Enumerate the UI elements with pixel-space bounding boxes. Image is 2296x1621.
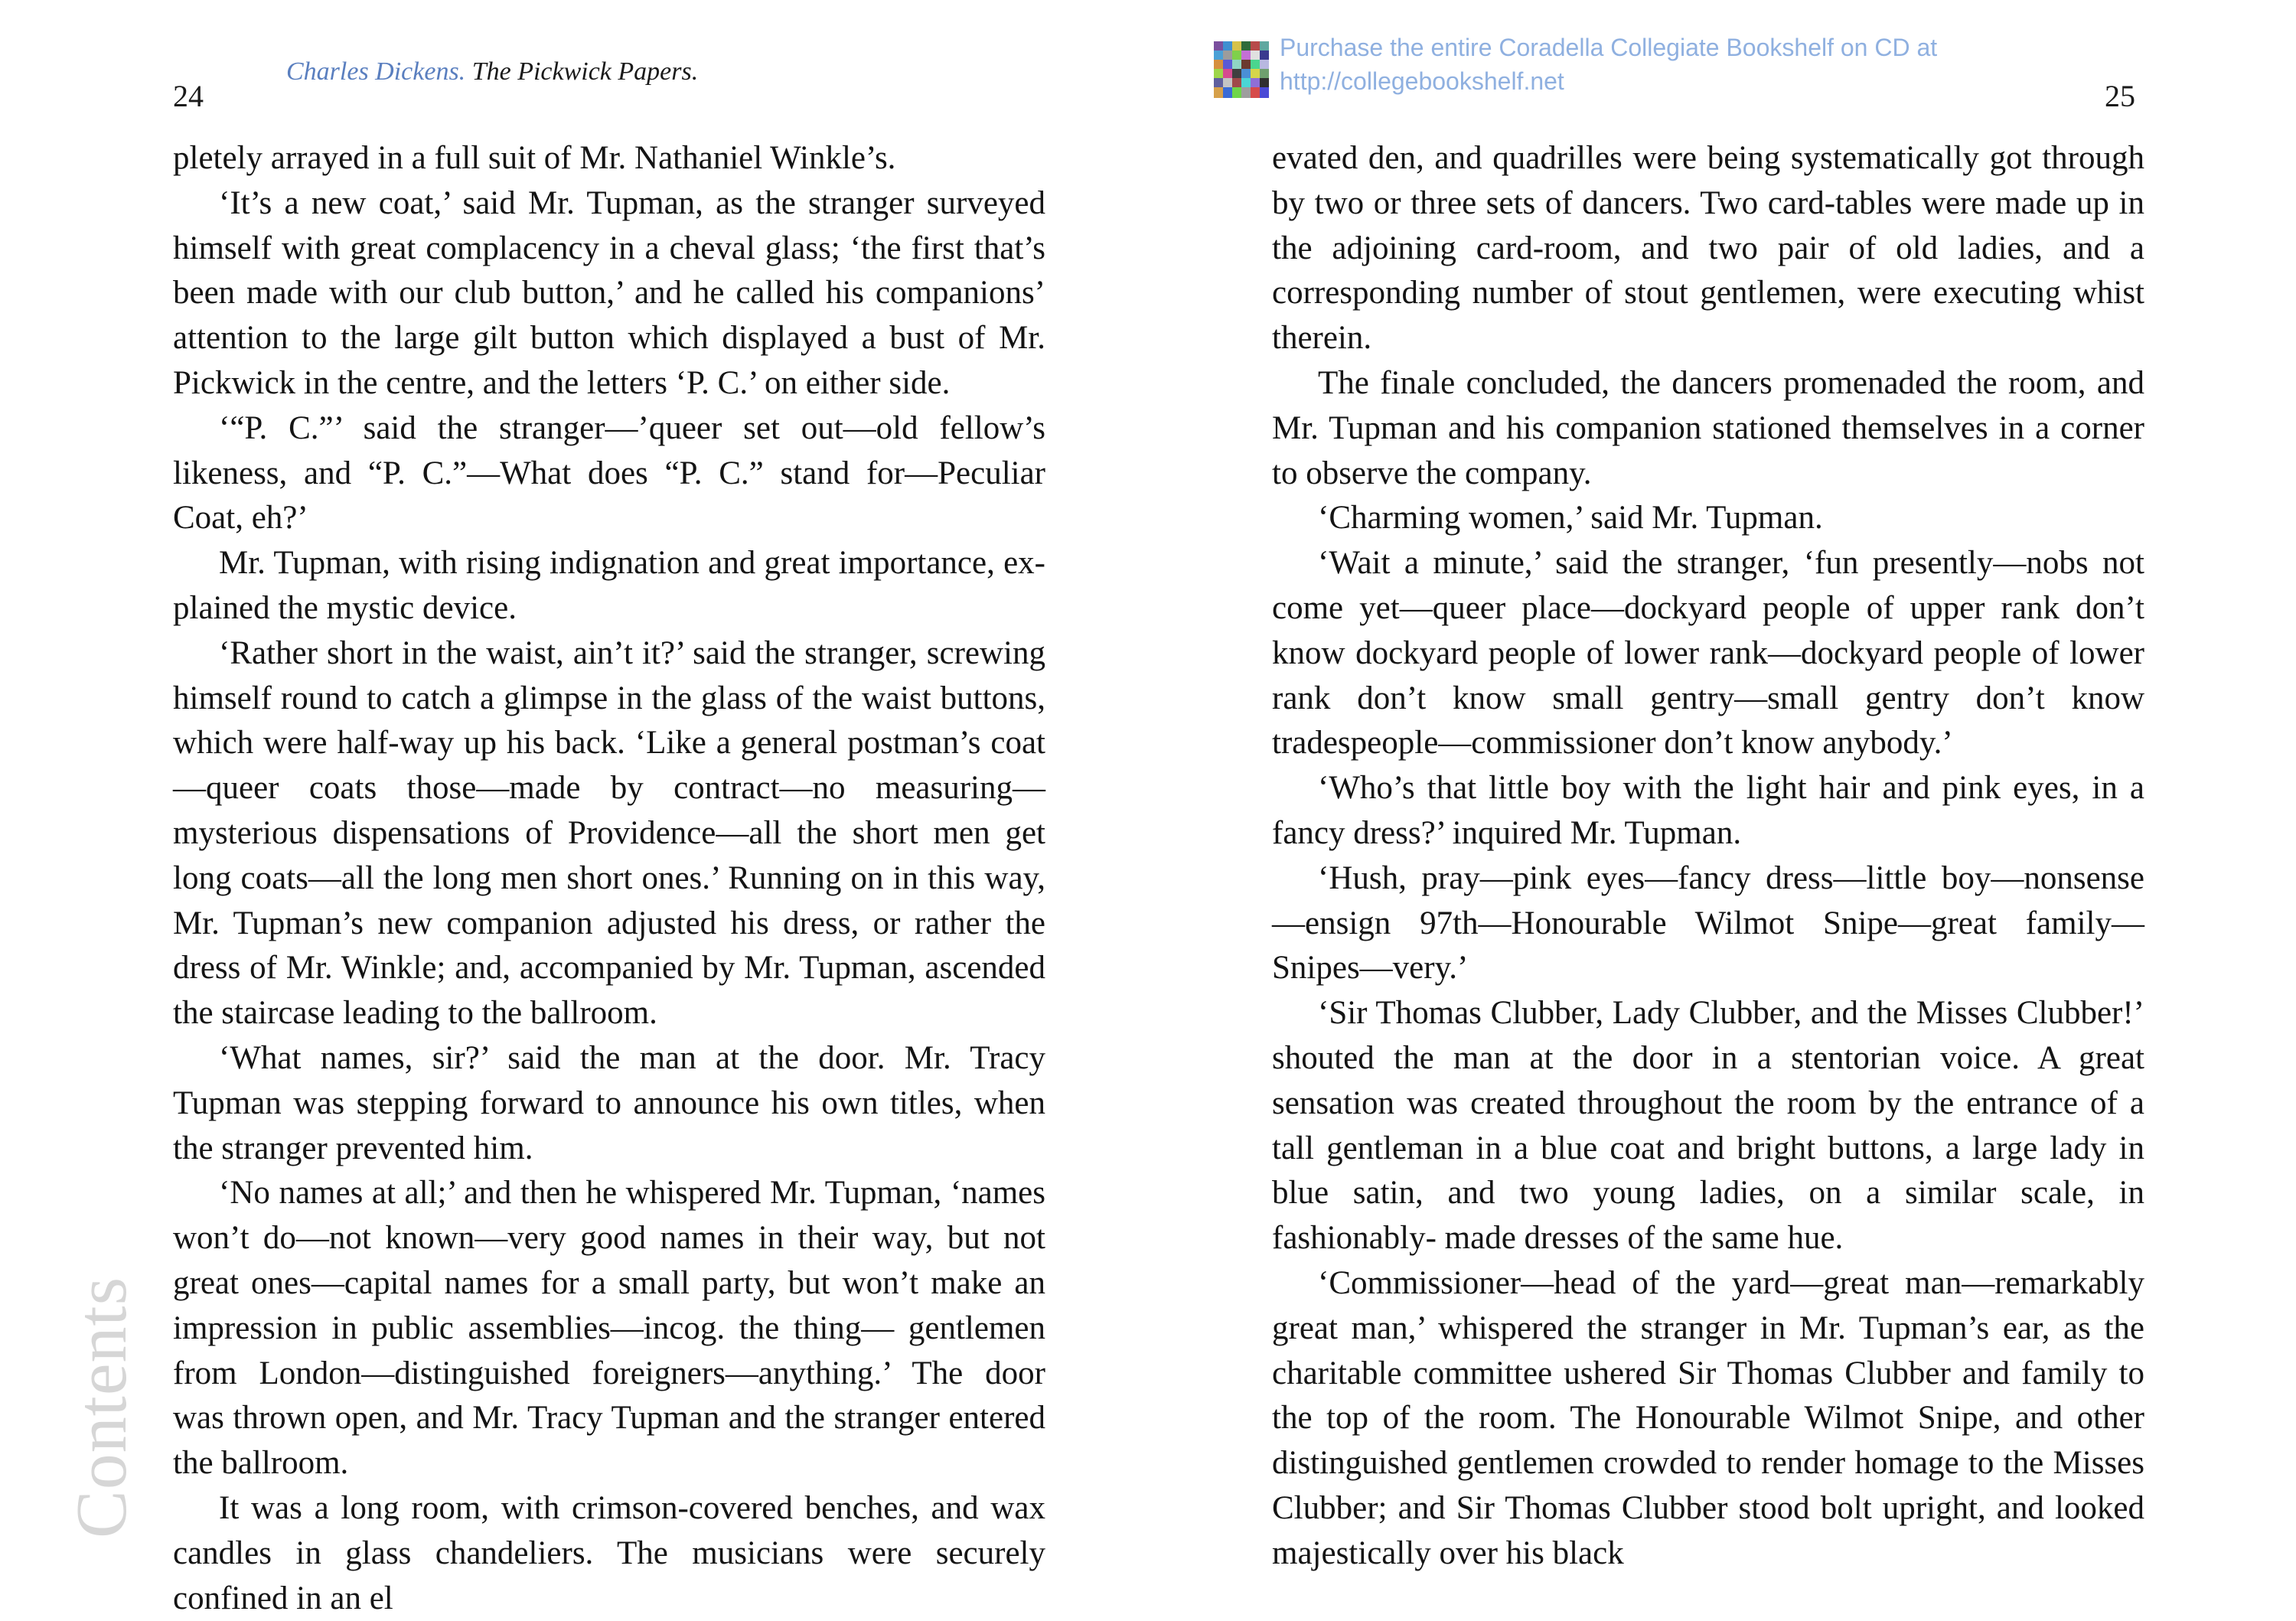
running-head — [286, 57, 698, 86]
promo-line-2: http://collegebookshelf.net — [1280, 67, 1564, 95]
paragraph: ‘“P. C.”’ said the stranger—’queer set out—old fellow’s likeness, and “P. C.”—What does “P. C.” stand for—Peculiar Coat, eh?’ — [173, 409, 1045, 537]
paragraph: ‘Hush, pray—pink eyes—fancy dress—little boy—nonsense—ensign 97th—Honourable Wilmot Snipe—great family—Snipes—very.’ — [1272, 859, 2144, 987]
paragraph: ‘Who’s that little boy with the light hair and pink eyes, in a fancy dress?’ inquired Mr. Tupman. — [1272, 770, 2144, 851]
paragraph: It was a long room, with crimson-covered benches, and wax candles in glass chandeliers. The musicians were securely confined in an el — [173, 1489, 1045, 1616]
paragraph: The finale concluded, the dancers promenaded the room, and Mr. Tupman and his companion stationed themselves in a corner to observe the company. — [1272, 364, 2144, 491]
running-head-author: Charles Dickens. — [286, 57, 466, 86]
left-page — [0, 0, 1148, 1616]
page-number-right: 25 — [2105, 79, 2135, 113]
cd-logo-icon — [1214, 41, 1269, 98]
promo-text — [1280, 31, 1937, 98]
left-page-body — [173, 136, 1045, 1621]
paragraph: ‘Rather short in the waist, ain’t it?’ said the stranger, screwing himself round to catch a glimpse in the glass of the waist buttons, which were half-way up his back. ‘Like a general postman’s coat —queer coats those—made by contract—no measuring— mysterious dispensations of Providence—all the short men get long coats—all the long men short ones.’ Running on in this way, Mr. Tupman’s new companion adjusted his dress, or rather the dress of Mr. Winkle; and, accompanied by Mr. Tupman, ascended the staircase leading to the ballroom. — [173, 634, 1045, 1032]
paragraph: pletely arrayed in a full suit of Mr. Nathaniel Winkle’s. — [173, 140, 896, 176]
paragraph: ‘Commissioner—head of the yard—great man—remarkably great man,’ whispered the stranger in Mr. Tupman’s ear, as the charitable committee ushered Sir Thomas Clubber and family to the top of the room. The Honourable Wilmot Snipe, and other distinguished gentlemen crowded to render homage to the Misses Clubber; and Sir Thomas Clubber stood bolt upright, and looked majestically over his black — [1272, 1264, 2144, 1571]
promo-link[interactable] — [1214, 31, 1979, 107]
right-page — [1148, 0, 2296, 1607]
paragraph: ‘It’s a new coat,’ said Mr. Tupman, as the stranger surveyed himself with great complacency in a cheval glass; ‘the first that’s been made with our club button,’ and he called his companions’ attention to the large gilt button which displayed a bust of Mr. Pickwick in the centre, and the letters ‘P. C.’ on either side. — [173, 184, 1045, 401]
contents-tab[interactable]: Contents — [62, 1276, 142, 1538]
promo-line-1: Purchase the entire Coradella Collegiate Bookshelf on CD at — [1280, 34, 1938, 61]
paragraph: Mr. Tupman, with rising indignation and great importance, explained the mystic device. — [173, 545, 1045, 626]
right-page-body — [1272, 136, 2144, 1577]
paragraph: ‘Wait a minute,’ said the stranger, ‘fun presently—nobs not come yet—queer place—dockyard people of upper rank don’t know dockyard people of lower rank—dockyard people of lower rank don’t know small gentry—small gentry don’t know tradespeople—commissioner don’t know anybody.’ — [1272, 545, 2144, 762]
paragraph: ‘Sir Thomas Clubber, Lady Clubber, and the Misses Clubber!’ shouted the man at the door in a stentorian voice. A great sensation was created throughout the room by the entrance of a tall gentleman in a blue coat and bright buttons, a large lady in blue satin, and two young ladies, on a similar scale, in fashionably- made dresses of the same hue. — [1272, 995, 2144, 1257]
running-head-title: The Pickwick Papers. — [471, 57, 699, 86]
paragraph: evated den, and quadrilles were being systematically got through by two or three sets of dancers. Two card-tables were made up in the adjoining card-room, and two pair of old ladies, and a corresponding number of stout gentlemen, were executing whist therein. — [1272, 140, 2144, 357]
paragraph: ‘No names at all;’ and then he whispered Mr. Tupman, ‘names won’t do—not known—very good names in their way, but not great ones—capital names for a small party, but won’t make an impression in public assemblies—incog. the thing— gentlemen from London—distinguished foreigners—anything.’ The door was thrown open, and Mr. Tracy Tupman and the stranger entered the ballroom. — [173, 1175, 1045, 1482]
paragraph: ‘Charming women,’ said Mr. Tupman. — [1318, 500, 1823, 537]
paragraph: ‘What names, sir?’ said the man at the door. Mr. Tracy Tupman was stepping forward to announce his own titles, when the stranger prevented him. — [173, 1039, 1045, 1166]
page-number-left: 24 — [173, 79, 204, 113]
